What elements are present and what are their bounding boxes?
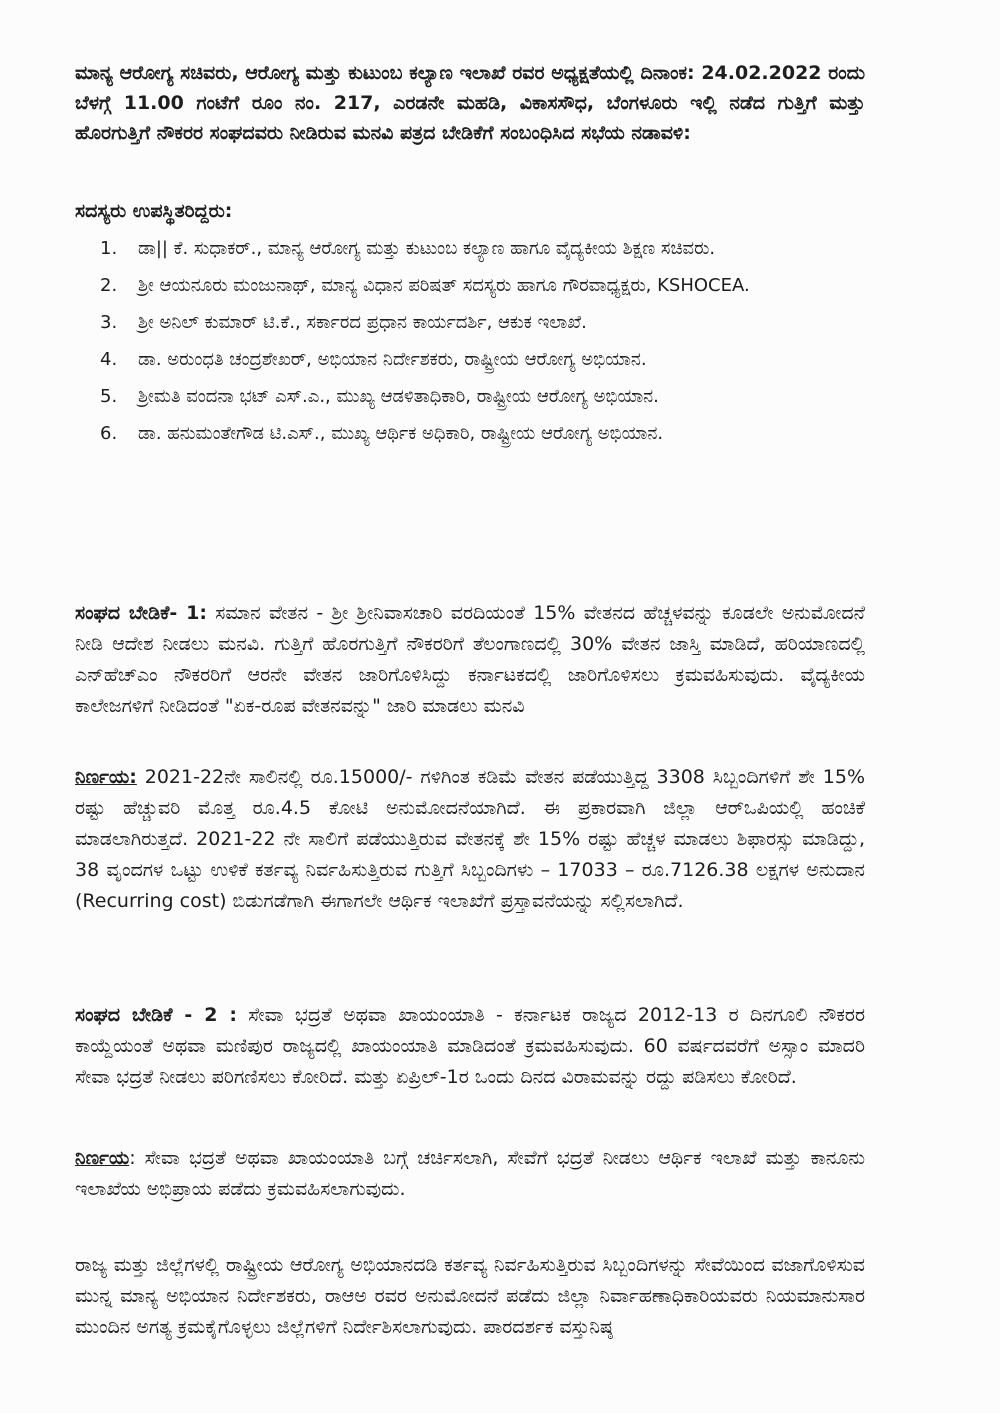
member-text: ಶ್ರೀ ಆಯನೂರು ಮಂಜುನಾಥ್, ಮಾನ್ಯ ವಿಧಾನ ಪರಿಷತ್ ಸದಸ್ಯರು ಹಾಗೂ ಗೌರವಾಧ್ಯಕ್ಷರು, KSHOCEA. (138, 275, 750, 296)
decision-2-label: ನಿರ್ಣಯ (75, 1147, 130, 1169)
demand-2-label: ಸಂಘದ ಬೇಡಿಕೆ - 2 : (75, 1004, 237, 1026)
member-text: ಶ್ರೀಮತಿ ವಂದನಾ ಭಟ್ ಎಸ್.ಎ., ಮುಖ್ಯ ಆಡಳಿತಾಧಿಕಾರಿ, ರಾಷ್ಟ್ರೀಯ ಆರೋಗ್ಯ ಅಭಿಯಾನ. (138, 386, 659, 407)
member-item (100, 306, 866, 339)
member-item (100, 343, 866, 376)
member-item (100, 380, 866, 413)
member-number: 5. (100, 386, 118, 407)
member-item (100, 269, 866, 302)
demand-2-text: ಸೇವಾ ಭದ್ರತೆ ಅಥವಾ ಖಾಯಂಯಾತಿ - ಕರ್ನಾಟಕ ರಾಜ್ಯದ 2012-13 ರ ದಿನಗೂಲಿ ನೌಕರರ ಕಾಯ್ದೆಯಂತೆ ಅಥವಾ ಮಣಿಪುರ ರಾಜ್ಯದಲ್ಲಿ ಖಾಯಂಯಾತಿ ಮಾಡಿದಂತೆ ಕ್ರಮವಹಿಸುವುದು. 60 ವರ್ಷದವರೆಗೆ ಅಸ್ಸಾಂ ಮಾದರಿ ಸೇವಾ ಭದ್ರತೆ ನೀಡಲು ಪರಿಗಣಿಸಲು ಕೋರಿದೆ. ಮತ್ತು ಏಪ್ರಿಲ್-1ರ ಒಂದು ದಿನದ ವಿರಾಮವನ್ನು ರದ್ದು ಪಡಿಸಲು ಕೋರಿದೆ. (75, 1004, 866, 1088)
members-list (100, 232, 866, 454)
demand-1 (75, 598, 865, 722)
member-number: 3. (100, 312, 118, 333)
demand-2 (75, 1000, 865, 1093)
member-text: ಶ್ರೀ ಅನಿಲ್ ಕುಮಾರ್ ಟಿ.ಕೆ., ಸರ್ಕಾರದ ಪ್ರಧಾನ ಕಾರ್ಯದರ್ಶಿ, ಆಕುಕ ಇಲಾಖೆ. (138, 312, 587, 333)
decision-2-text: : ಸೇವಾ ಭದ್ರತೆ ಅಥವಾ ಖಾಯಂಯಾತಿ ಬಗ್ಗೆ ಚರ್ಚಿಸಲಾಗಿ, ಸೇವೆಗೆ ಭದ್ರತೆ ನೀಡಲು ಆರ್ಥಿಕ ಇಲಾಖೆ ಮತ್ತು ಕಾನೂನು ಇಲಾಖೆಯ ಅಭಿಪ್ರಾಯ ಪಡೆದು ಕ್ರಮವಹಿಸಲಾಗುವುದು. (75, 1147, 865, 1200)
decision-1-label: ನಿರ್ಣಯ: (75, 766, 137, 788)
member-number: 1. (100, 238, 118, 259)
meeting-intro: ಮಾನ್ಯ ಆರೋಗ್ಯ ಸಚಿವರು, ಆರೋಗ್ಯ ಮತ್ತು ಕುಟುಂಬ ಕಲ್ಯಾಣ ಇಲಾಖೆ ರವರ ಅಧ್ಯಕ್ಷತೆಯಲ್ಲಿ ದಿನಾಂಕ: 24.02.2022 ರಂದು ಬೆಳಗ್ಗೆ 11.00 ಗಂಟೆಗೆ ರೂಂ ನಂ. 217, ಎರಡನೇ ಮಹಡಿ, ವಿಕಾಸಸೌಧ, ಬೆಂಗಳೂರು ಇಲ್ಲಿ ನಡೆದ ಗುತ್ತಿಗೆ ಮತ್ತು ಹೊರಗುತ್ತಿಗೆ ನೌಕರರ ಸಂಘದವರು ನೀಡಿರುವ ಮನವಿ ಪತ್ರದ ಬೇಡಿಕೆಗೆ ಸಂಬಂಧಿಸಿದ ಸಭೆಯ ನಡಾವಳಿ: (75, 62, 865, 144)
member-text: ಡಾ. ಅರುಂಧತಿ ಚಂದ್ರಶೇಖರ್, ಅಭಿಯಾನ ನಿರ್ದೇಶಕರು, ರಾಷ್ಟ್ರೀಯ ಆರೋಗ್ಯ ಅಭಿಯಾನ. (138, 349, 647, 370)
member-number: 2. (100, 275, 118, 296)
member-item (100, 417, 866, 450)
decision-1-text: 2021-22ನೇ ಸಾಲಿನಲ್ಲಿ ರೂ.15000/- ಗಳಿಗಿಂತ ಕಡಿಮೆ ವೇತನ ಪಡೆಯುತ್ತಿದ್ದ 3308 ಸಿಬ್ಬಂದಿಗಳಿಗೆ ಶೇ 15% ರಷ್ಟು ಹೆಚ್ಚುವರಿ ಮೊತ್ತ ರೂ.4.5 ಕೋಟಿ ಅನುಮೋದನೆಯಾಗಿದೆ. ಈ ಪ್ರಕಾರವಾಗಿ ಜಿಲ್ಲಾ ಆರ್‌ಒಪಿಯಲ್ಲಿ ಹಂಚಿಕೆ ಮಾಡಲಾಗಿರುತ್ತದೆ. 2021-22 ನೇ ಸಾಲಿಗೆ ಪಡೆಯುತ್ತಿರುವ ವೇತನಕ್ಕೆ ಶೇ 15% ರಷ್ಟು ಹೆಚ್ಚಳ ಮಾಡಲು ಶಿಫಾರಸ್ಸು ಮಾಡಿದ್ದು, 38 ವೃಂದಗಳ ಒಟ್ಟು ಉಳಿಕೆ ಕರ್ತವ್ಯ ನಿರ್ವಹಿಸುತ್ತಿರುವ ಗುತ್ತಿಗೆ ಸಿಬ್ಬಂದಿಗಳು – 17033 – ರೂ.7126.38 ಲಕ್ಷಗಳ ಅನುದಾನ (Recurring cost) ಬಿಡುಗಡೆಗಾಗಿ ಈಗಾಗಲೇ ಆರ್ಥಿಕ ಇಲಾಖೆಗೆ ಪ್ರಸ್ತಾವನೆಯನ್ನು ಸಲ್ಲಿಸಲಾಗಿದೆ. (75, 766, 865, 912)
member-text: ಡಾ|| ಕೆ. ಸುಧಾಕರ್., ಮಾನ್ಯ ಆರೋಗ್ಯ ಮತ್ತು ಕುಟುಂಬ ಕಲ್ಯಾಣ ಹಾಗೂ ವೈದ್ಯಕೀಯ ಶಿಕ್ಷಣ ಸಚಿವರು. (138, 238, 716, 259)
member-text: ಡಾ. ಹನುಮಂತೇಗೌಡ ಟಿ.ಎಸ್., ಮುಖ್ಯ ಆರ್ಥಿಕ ಅಧಿಕಾರಿ, ರಾಷ್ಟ್ರೀಯ ಆರೋಗ್ಯ ಅಭಿಯಾನ. (138, 423, 664, 444)
member-item (100, 232, 866, 265)
member-number: 4. (100, 349, 118, 370)
demand-1-label: ಸಂಘದ ಬೇಡಿಕೆ- 1: (75, 602, 207, 624)
decision-1 (75, 762, 865, 917)
closing-paragraph: ರಾಜ್ಯ ಮತ್ತು ಜಿಲ್ಲೆಗಳಲ್ಲಿ ರಾಷ್ಟ್ರೀಯ ಆರೋಗ್ಯ ಅಭಿಯಾನದಡಿ ಕರ್ತವ್ಯ ನಿರ್ವಹಿಸುತ್ತಿರುವ ಸಿಬ್ಬಂದಿಗಳನ್ನು ಸೇವೆಯಿಂದ ವಜಾಗೊಳಿಸುವ ಮುನ್ನ ಮಾನ್ಯ ಅಭಿಯಾನ ನಿರ್ದೇಶಕರು, ರಾಆಅ ರವರ ಅನುಮೋದನೆ ಪಡೆದು ಜಿಲ್ಲಾ ನಿರ್ವಾಹಣಾಧಿಕಾರಿಯವರು ನಿಯಮಾನುಸಾರ ಮುಂದಿನ ಅಗತ್ಯ ಕ್ರಮಕೈಗೊಳ್ಳಲು ಜಿಲ್ಲೆಗಳಿಗೆ ನಿರ್ದೇಶಿಸಲಾಗುವುದು. ಪಾರದರ್ಶಕ ವಸ್ತುನಿಷ್ಠ (75, 1254, 865, 1338)
decision-2 (75, 1143, 865, 1205)
members-heading: ಸದಸ್ಯರು ಉಪಸ್ಥಿತರಿದ್ದರು: (75, 200, 233, 222)
member-number: 6. (100, 423, 118, 444)
demand-1-text: ಸಮಾನ ವೇತನ - ಶ್ರೀ ಶ್ರೀನಿವಾಸಚಾರಿ ವರದಿಯಂತೆ 15% ವೇತನದ ಹೆಚ್ಚಳವನ್ನು ಕೂಡಲೇ ಅನುಮೋದನೆ ನೀಡಿ ಆದೇಶ ನೀಡಲು ಮನವಿ. ಗುತ್ತಿಗೆ ಹೊರಗುತ್ತಿಗೆ ನೌಕರರಿಗೆ ತೆಲಂಗಾಣದಲ್ಲಿ 30% ವೇತನ ಜಾಸ್ತಿ ಮಾಡಿದೆ, ಹರಿಯಾಣದಲ್ಲಿ ಎನ್‌ಹೆಚ್‌ಎಂ ನೌಕರರಿಗೆ ಆರನೇ ವೇತನ ಜಾರಿಗೊಳಿಸಿದ್ದು ಕರ್ನಾಟಕದಲ್ಲಿ ಜಾರಿಗೊಳಿಸಲು ಕ್ರಮವಹಿಸುವುದು. ವೈದ್ಯಕೀಯ ಕಾಲೇಜಗಳಿಗೆ ನೀಡಿದಂತೆ "ಏಕ-ರೂಪ ವೇತನವನ್ನು" ಜಾರಿ ಮಾಡಲು ಮನವಿ (75, 602, 865, 717)
